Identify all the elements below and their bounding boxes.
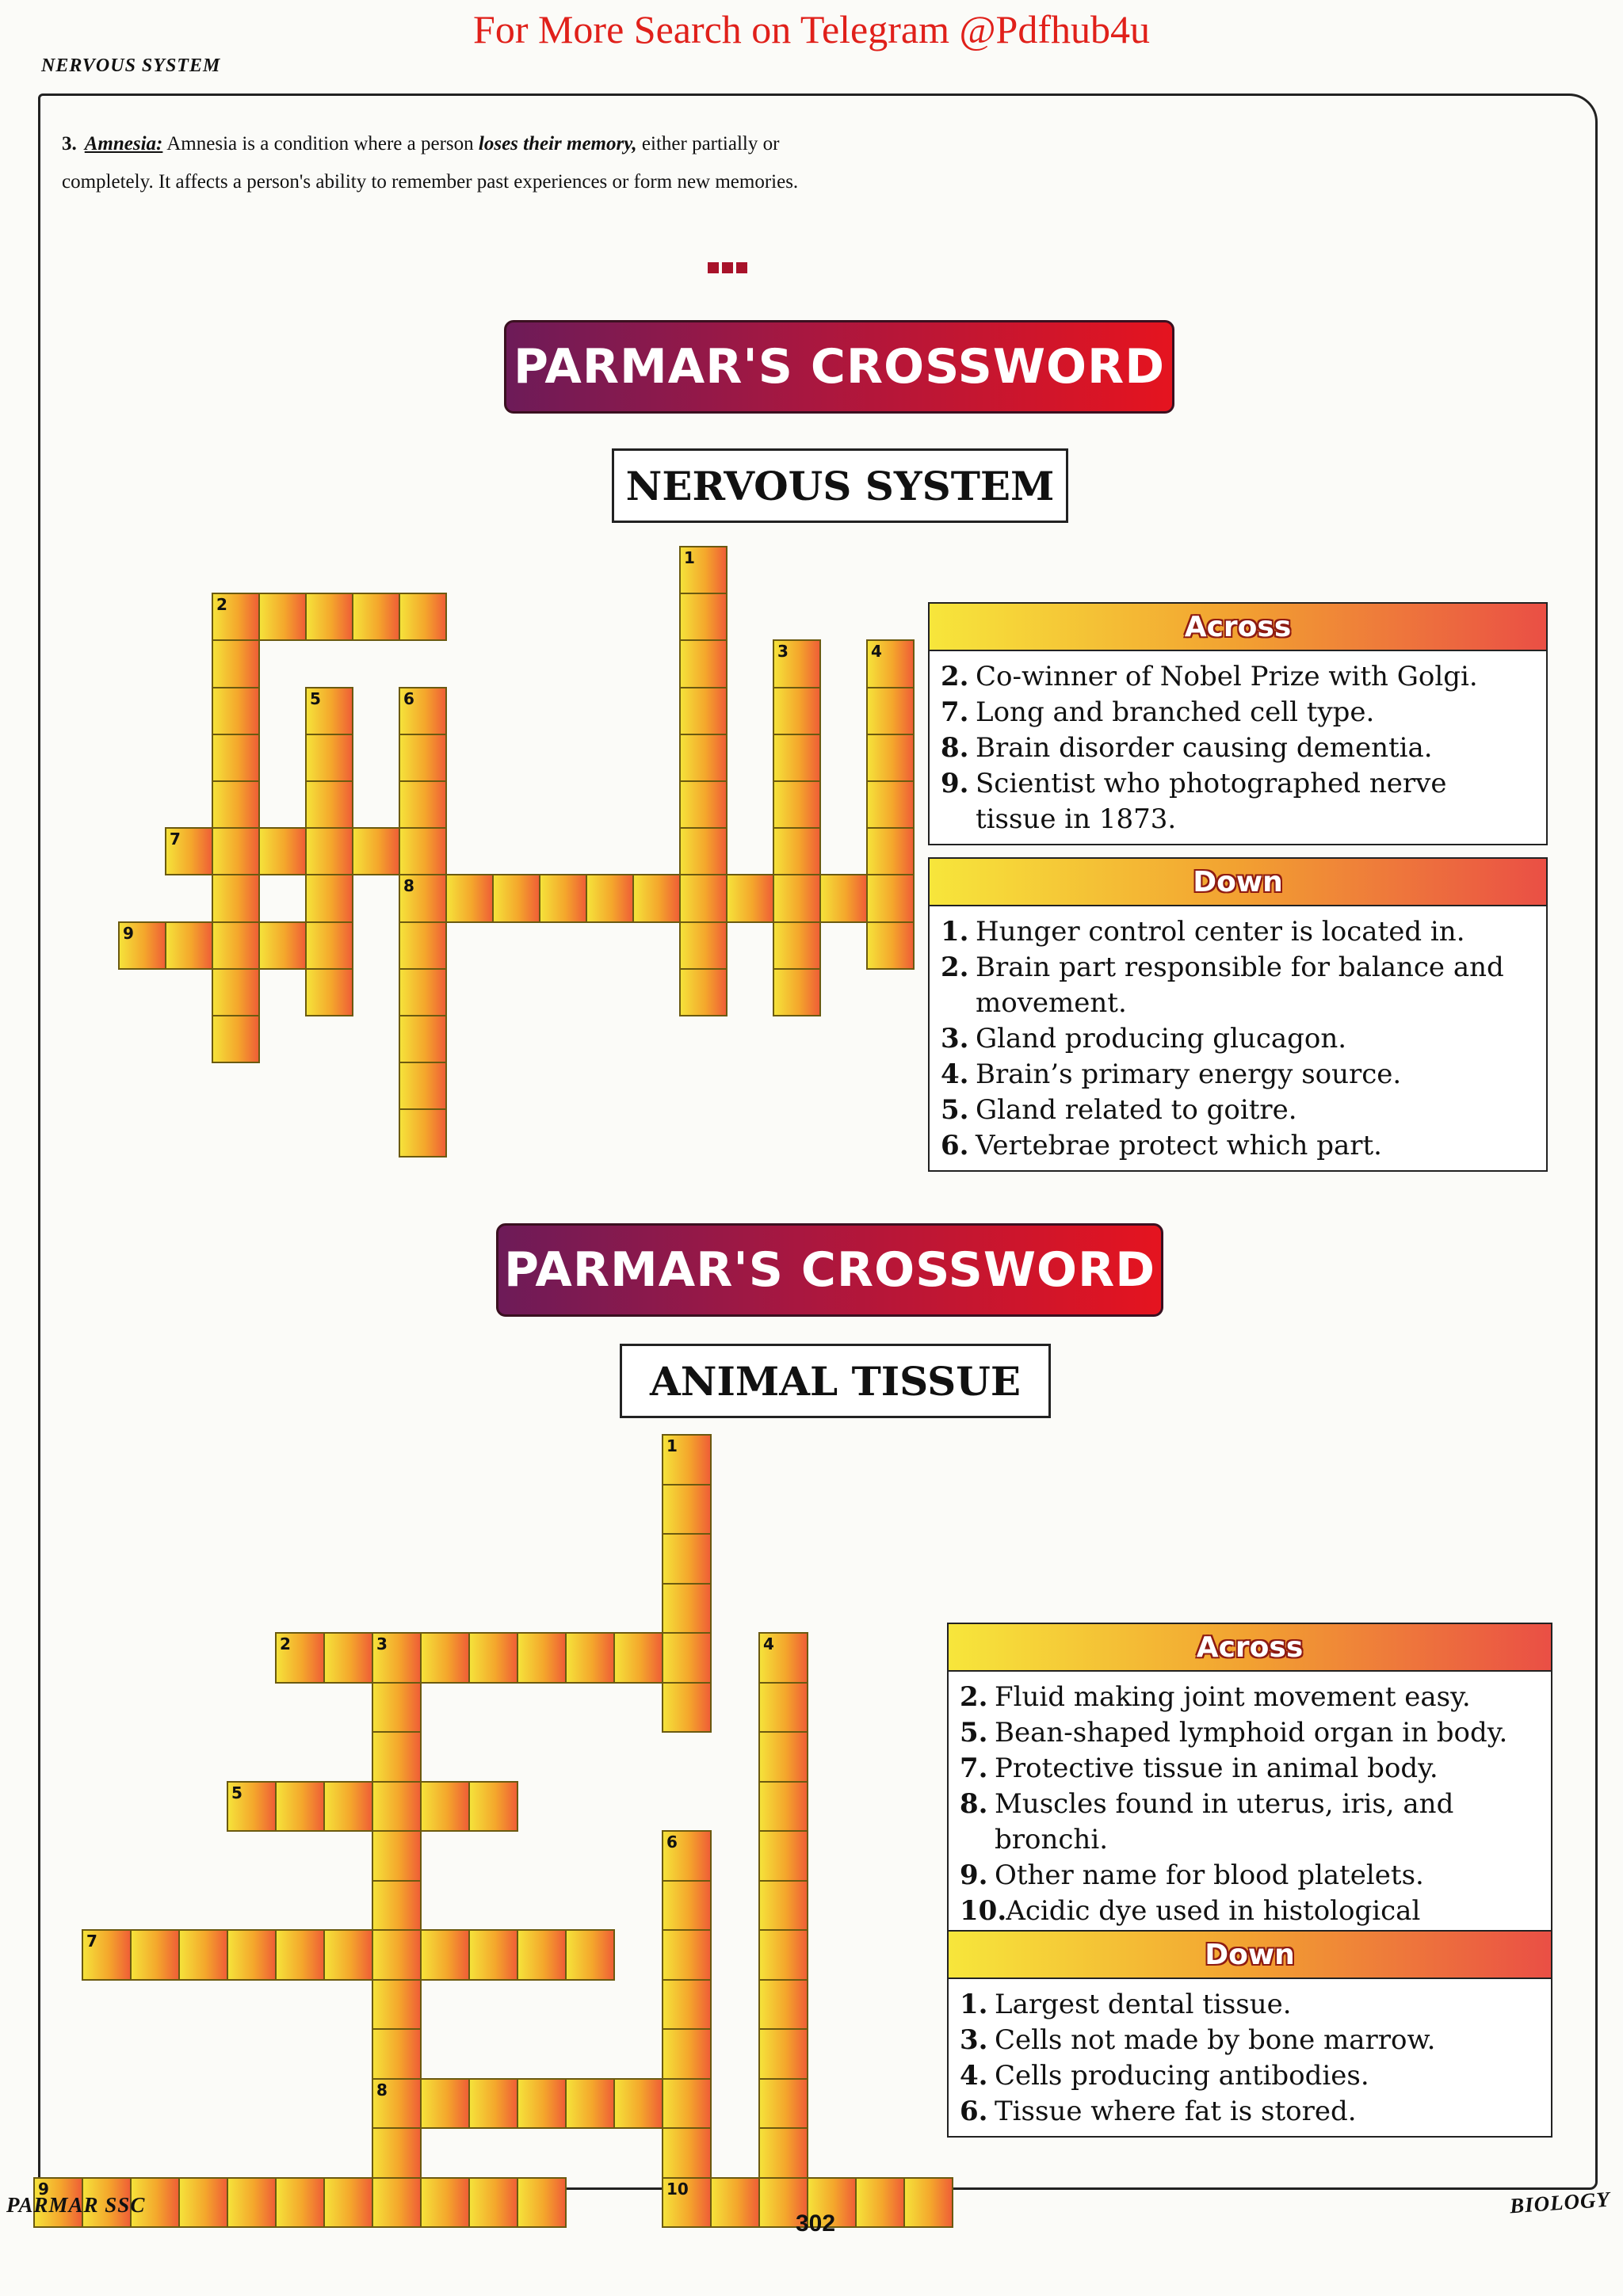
clue-text: Brain disorder causing dementia. (976, 732, 1433, 764)
crossword-cell[interactable] (420, 1632, 470, 1684)
clue-number: 8. (960, 1788, 988, 1820)
footer-publisher: PARMAR SSC (6, 2193, 146, 2217)
crossword-cell[interactable] (517, 2177, 567, 2229)
crossword-cell[interactable] (212, 639, 260, 688)
crossword-cell[interactable] (130, 1929, 180, 1981)
clue-number: 6. (941, 1130, 969, 1161)
crossword-cell[interactable] (227, 1781, 277, 1833)
clue-text: Scientist who photographed nerve tissue in 1873. (976, 768, 1447, 835)
crossword-cell[interactable] (212, 593, 260, 641)
crossword-cell[interactable] (212, 1015, 260, 1063)
clue-item (941, 659, 1535, 695)
crossword-cell[interactable] (662, 1929, 712, 1981)
clue-number: 5. (960, 1717, 988, 1749)
clue-text: Cells producing antibodies. (995, 2060, 1369, 2092)
crossword-cell[interactable] (399, 593, 447, 641)
crossword-cell[interactable] (679, 734, 727, 782)
crossword-cell[interactable] (212, 687, 260, 735)
crossword-cell[interactable] (305, 734, 353, 782)
crossword-cell[interactable] (758, 1979, 808, 2031)
cell-number: 7 (170, 830, 181, 849)
clue-text: Brain’s primary energy source. (976, 1058, 1402, 1090)
crossword-cell[interactable] (758, 1880, 808, 1932)
crossword-subtitle-1: NERVOUS SYSTEM (612, 448, 1068, 523)
clue-item (941, 1128, 1535, 1164)
crossword-cell[interactable] (679, 546, 727, 594)
crossword-cell[interactable] (323, 1781, 373, 1833)
crossword-cell[interactable] (420, 2177, 470, 2229)
crossword-cell[interactable] (399, 968, 447, 1016)
crossword-cell[interactable] (613, 2078, 663, 2130)
crossword-cell[interactable] (662, 2177, 712, 2229)
crossword-cell[interactable] (468, 1781, 518, 1833)
crossword-cell[interactable] (758, 1682, 808, 1733)
crossword-cell[interactable] (773, 827, 821, 875)
crossword-cell[interactable] (662, 1830, 712, 1882)
clue-item (960, 2094, 1540, 2130)
clue-item (941, 950, 1535, 1021)
clue-number: 2. (941, 661, 969, 692)
clue-number: 7. (941, 696, 969, 728)
crossword-cell[interactable] (305, 687, 353, 735)
across-header-2: Across (949, 1624, 1551, 1672)
cell-number: 2 (216, 595, 227, 615)
crossword-cell[interactable] (613, 1632, 663, 1684)
clue-number: 2. (941, 952, 969, 983)
cell-number: 3 (376, 1634, 388, 1653)
crossword-cell[interactable] (679, 968, 727, 1016)
crossword-cell[interactable] (227, 2177, 277, 2229)
crossword-cell[interactable] (726, 874, 774, 922)
crossword-cell[interactable] (212, 827, 260, 875)
clue-text: Cells not made by bone marrow. (995, 2024, 1436, 2056)
crossword-cell[interactable] (212, 780, 260, 829)
amnesia-note (62, 125, 815, 201)
crossword-cell[interactable] (662, 1434, 712, 1486)
cell-number: 5 (310, 688, 321, 708)
crossword-cell[interactable] (586, 874, 634, 922)
crossword-cell[interactable] (758, 2028, 808, 2080)
clue-item (960, 1715, 1540, 1751)
crossword-cell[interactable] (372, 1979, 422, 2031)
telegram-banner: For More Search on Telegram @Pdfhub4u (473, 7, 1150, 51)
down-header-2: Down (949, 1932, 1551, 1979)
crossword-cell[interactable] (305, 874, 353, 922)
crossword-cell[interactable] (773, 687, 821, 735)
crossword-cell[interactable] (632, 874, 681, 922)
crossword-cell[interactable] (468, 1929, 518, 1981)
crossword-cell[interactable] (399, 780, 447, 829)
crossword-cell[interactable] (420, 1929, 470, 1981)
crossword-cell[interactable] (866, 734, 915, 782)
crossword-cell[interactable] (212, 734, 260, 782)
crossword-cell[interactable] (305, 827, 353, 875)
crossword-cell[interactable] (178, 2177, 228, 2229)
note-text-after: either partially or completely. It affects a person's ability to remember past experiences or form new memories. (62, 133, 799, 193)
crossword-cell[interactable] (866, 874, 915, 922)
clue-item (941, 730, 1535, 766)
crossword-cell[interactable] (679, 639, 727, 688)
crossword-cell[interactable] (82, 1929, 132, 1981)
crossword-cell[interactable] (323, 1929, 373, 1981)
clue-item (960, 1858, 1540, 1894)
crossword-cell[interactable] (372, 2028, 422, 2080)
crossword-cell[interactable] (399, 1062, 447, 1110)
clue-number: 3. (960, 2024, 988, 2056)
down-list-1 (930, 906, 1546, 1170)
crossword-cell[interactable] (758, 1830, 808, 1882)
crossword-cell[interactable] (275, 1781, 325, 1833)
crossword-cell[interactable] (662, 2127, 712, 2179)
clue-number: 5. (941, 1094, 969, 1126)
cell-number: 8 (376, 2080, 388, 2100)
crossword-cell[interactable] (866, 639, 915, 688)
crossword-cell[interactable] (323, 2177, 373, 2229)
cell-number: 10 (666, 2179, 689, 2199)
crossword-cell[interactable] (258, 827, 307, 875)
crossword-cell[interactable] (492, 874, 540, 922)
crossword-cell[interactable] (372, 1830, 422, 1882)
crossword-cell[interactable] (679, 827, 727, 875)
clue-text: Long and branched cell type. (976, 696, 1375, 728)
cell-number: 4 (763, 1634, 774, 1653)
crossword-cell[interactable] (679, 687, 727, 735)
clue-text: Other name for blood platelets. (995, 1859, 1424, 1891)
crossword-cell[interactable] (420, 1781, 470, 1833)
clue-text: Protective tissue in animal body. (995, 1753, 1438, 1784)
clue-item (941, 766, 1535, 837)
cell-number: 7 (86, 1932, 97, 1951)
across-list-1 (930, 651, 1546, 844)
crossword-cell[interactable] (662, 1880, 712, 1932)
crossword-cell[interactable] (866, 780, 915, 829)
crossword-cell[interactable] (445, 874, 494, 922)
crossword-cell[interactable] (773, 968, 821, 1016)
crossword-cell[interactable] (178, 1929, 228, 1981)
note-text-before: Amnesia is a condition where a person (162, 133, 479, 154)
crossword-cell[interactable] (352, 593, 400, 641)
crossword-cell[interactable] (352, 827, 400, 875)
crossword-cell[interactable] (819, 874, 868, 922)
crossword-cell[interactable] (468, 1632, 518, 1684)
crossword-cell[interactable] (399, 687, 447, 735)
crossword-cell[interactable] (758, 1781, 808, 1833)
crossword-cell[interactable] (679, 780, 727, 829)
crossword-cell[interactable] (372, 2177, 422, 2229)
crossword-cell[interactable] (758, 1632, 808, 1684)
crossword-cell[interactable] (305, 780, 353, 829)
crossword-cell[interactable] (773, 639, 821, 688)
clue-number: 4. (960, 2060, 988, 2092)
down-clues-1 (928, 857, 1548, 1172)
down-list-2 (949, 1979, 1551, 2136)
crossword-cell[interactable] (227, 1929, 277, 1981)
crossword-cell[interactable] (903, 2177, 953, 2229)
clue-item (960, 2058, 1540, 2094)
clue-number: 4. (941, 1058, 969, 1090)
clue-item (960, 1751, 1540, 1787)
clue-item (941, 695, 1535, 730)
footer-subject: BIOLOGY (1509, 2187, 1611, 2218)
crossword-cell[interactable] (323, 1632, 373, 1684)
across-header-1: Across (930, 604, 1546, 651)
crossword-banner-2: PARMAR'S CROSSWORD (496, 1223, 1163, 1317)
clue-text: Bean-shaped lymphoid organ in body. (995, 1717, 1508, 1749)
clue-text: Largest dental tissue. (995, 1989, 1292, 2020)
crossword-cell[interactable] (212, 968, 260, 1016)
clue-text: Co-winner of Nobel Prize with Golgi. (976, 661, 1478, 692)
crossword-cell[interactable] (258, 593, 307, 641)
clue-item (941, 914, 1535, 950)
clue-text: Muscles found in uterus, iris, and bronchi. (995, 1788, 1454, 1855)
crossword-cell[interactable] (662, 1484, 712, 1535)
crossword-cell[interactable] (662, 1979, 712, 2031)
crossword-cell[interactable] (679, 921, 727, 970)
crossword-cell[interactable] (866, 827, 915, 875)
crossword-cell[interactable] (165, 921, 213, 970)
crossword-cell[interactable] (565, 1929, 615, 1981)
clue-number: 9. (941, 768, 969, 799)
crossword-cell[interactable] (662, 1632, 712, 1684)
crossword-cell[interactable] (662, 2078, 712, 2130)
clue-text: Gland producing glucagon. (976, 1023, 1347, 1055)
crossword-banner-1: PARMAR'S CROSSWORD (504, 320, 1174, 414)
crossword-cell[interactable] (372, 1682, 422, 1733)
clue-item (941, 1093, 1535, 1128)
cell-number: 5 (231, 1783, 242, 1802)
clue-text: Acidic dye used in histological (1006, 1895, 1421, 1927)
crossword-cell[interactable] (212, 921, 260, 970)
crossword-cell[interactable] (662, 1583, 712, 1634)
down-clues-2 (947, 1930, 1552, 2138)
clue-number: 7. (960, 1753, 988, 1784)
crossword-cell[interactable] (662, 1533, 712, 1585)
crossword-cell[interactable] (275, 1632, 325, 1684)
clue-item (960, 1987, 1540, 2023)
clue-item (960, 1787, 1540, 1858)
cell-number: 8 (403, 876, 414, 896)
crossword-cell[interactable] (758, 2078, 808, 2130)
crossword-cell[interactable] (372, 1632, 422, 1684)
crossword-cell[interactable] (305, 921, 353, 970)
cell-number: 6 (403, 688, 414, 708)
crossword-cell[interactable] (305, 968, 353, 1016)
crossword-cell[interactable] (710, 2177, 760, 2229)
note-number: 3. (62, 133, 77, 154)
crossword-cell[interactable] (420, 2078, 470, 2130)
cell-number: 2 (280, 1634, 291, 1653)
cell-number: 3 (777, 642, 789, 662)
clue-number: 9. (960, 1859, 988, 1891)
clue-text: Brain part responsible for balance and movement. (976, 952, 1504, 1019)
running-head: NERVOUS SYSTEM (41, 55, 221, 76)
clue-text: Hunger control center is located in. (976, 916, 1465, 948)
crossword-cell[interactable] (539, 874, 587, 922)
page-number: 302 (796, 2210, 836, 2237)
cell-number: 1 (666, 1436, 678, 1455)
clue-text: Gland related to goitre. (976, 1094, 1297, 1126)
clue-item (960, 2023, 1540, 2058)
crossword-cell[interactable] (118, 921, 166, 970)
crossword-cell[interactable] (758, 2127, 808, 2179)
clue-number: 2. (960, 1681, 988, 1713)
clue-number: 10. (960, 1895, 1007, 1927)
clue-text: Vertebrae protect which part. (976, 1130, 1382, 1161)
crossword-cell[interactable] (517, 2078, 567, 2130)
cell-number: 9 (123, 923, 134, 943)
clue-number: 1. (960, 1989, 988, 2020)
crossword-cell[interactable] (517, 1929, 567, 1981)
clue-number: 1. (941, 916, 969, 948)
clue-item (941, 1057, 1535, 1093)
crossword-cell[interactable] (305, 593, 353, 641)
crossword-cell[interactable] (773, 921, 821, 970)
crossword-cell[interactable] (212, 874, 260, 922)
crossword-cell[interactable] (399, 921, 447, 970)
crossword-cell[interactable] (372, 2078, 422, 2130)
down-header-1: Down (930, 859, 1546, 906)
crossword-cell[interactable] (372, 1880, 422, 1932)
crossword-cell[interactable] (758, 1731, 808, 1783)
clue-number: 6. (960, 2096, 988, 2127)
cell-number: 9 (38, 2179, 49, 2199)
crossword-cell[interactable] (773, 734, 821, 782)
cell-number: 4 (871, 642, 882, 662)
crossword-cell[interactable] (679, 593, 727, 641)
crossword-cell[interactable] (372, 1781, 422, 1833)
crossword-cell[interactable] (275, 2177, 325, 2229)
crossword-cell[interactable] (866, 687, 915, 735)
across-clues-1 (928, 602, 1548, 845)
crossword-cell[interactable] (517, 1632, 567, 1684)
crossword-cell[interactable] (758, 1929, 808, 1981)
crossword-cell[interactable] (372, 2127, 422, 2179)
crossword-cell[interactable] (773, 780, 821, 829)
crossword-cell[interactable] (662, 2028, 712, 2080)
clue-item (960, 1680, 1540, 1715)
cell-number: 1 (684, 548, 695, 567)
clue-text: Tissue where fat is stored. (995, 2096, 1357, 2127)
crossword-cell[interactable] (855, 2177, 905, 2229)
crossword-cell[interactable] (565, 1632, 615, 1684)
clue-number: 8. (941, 732, 969, 764)
crossword-cell[interactable] (679, 874, 727, 922)
across-list-2 (949, 1672, 1551, 1971)
crossword-cell[interactable] (565, 2078, 615, 2130)
crossword-cell[interactable] (165, 827, 213, 875)
crossword-cell[interactable] (399, 1015, 447, 1063)
clue-text: Fluid making joint movement easy. (995, 1681, 1471, 1713)
clue-item (941, 1021, 1535, 1057)
crossword-cell[interactable] (372, 1929, 422, 1981)
crossword-cell[interactable] (372, 1731, 422, 1783)
crossword-cell[interactable] (399, 1108, 447, 1157)
crossword-cell[interactable] (399, 874, 447, 922)
crossword-cell[interactable] (258, 921, 307, 970)
clue-number: 3. (941, 1023, 969, 1055)
section-separator (708, 262, 747, 273)
across-clues-2 (947, 1623, 1552, 1973)
crossword-cell[interactable] (468, 2078, 518, 2130)
crossword-cell[interactable] (468, 2177, 518, 2229)
crossword-cell[interactable] (275, 1929, 325, 1981)
note-emphasis: loses their memory, (478, 133, 637, 154)
cell-number: 6 (666, 1833, 678, 1852)
crossword-cell[interactable] (773, 874, 821, 922)
crossword-cell[interactable] (662, 1682, 712, 1733)
crossword-cell[interactable] (399, 734, 447, 782)
crossword-cell[interactable] (399, 827, 447, 875)
note-term: Amnesia: (84, 133, 163, 154)
crossword-cell[interactable] (866, 921, 915, 970)
crossword-subtitle-2: ANIMAL TISSUE (620, 1344, 1051, 1418)
